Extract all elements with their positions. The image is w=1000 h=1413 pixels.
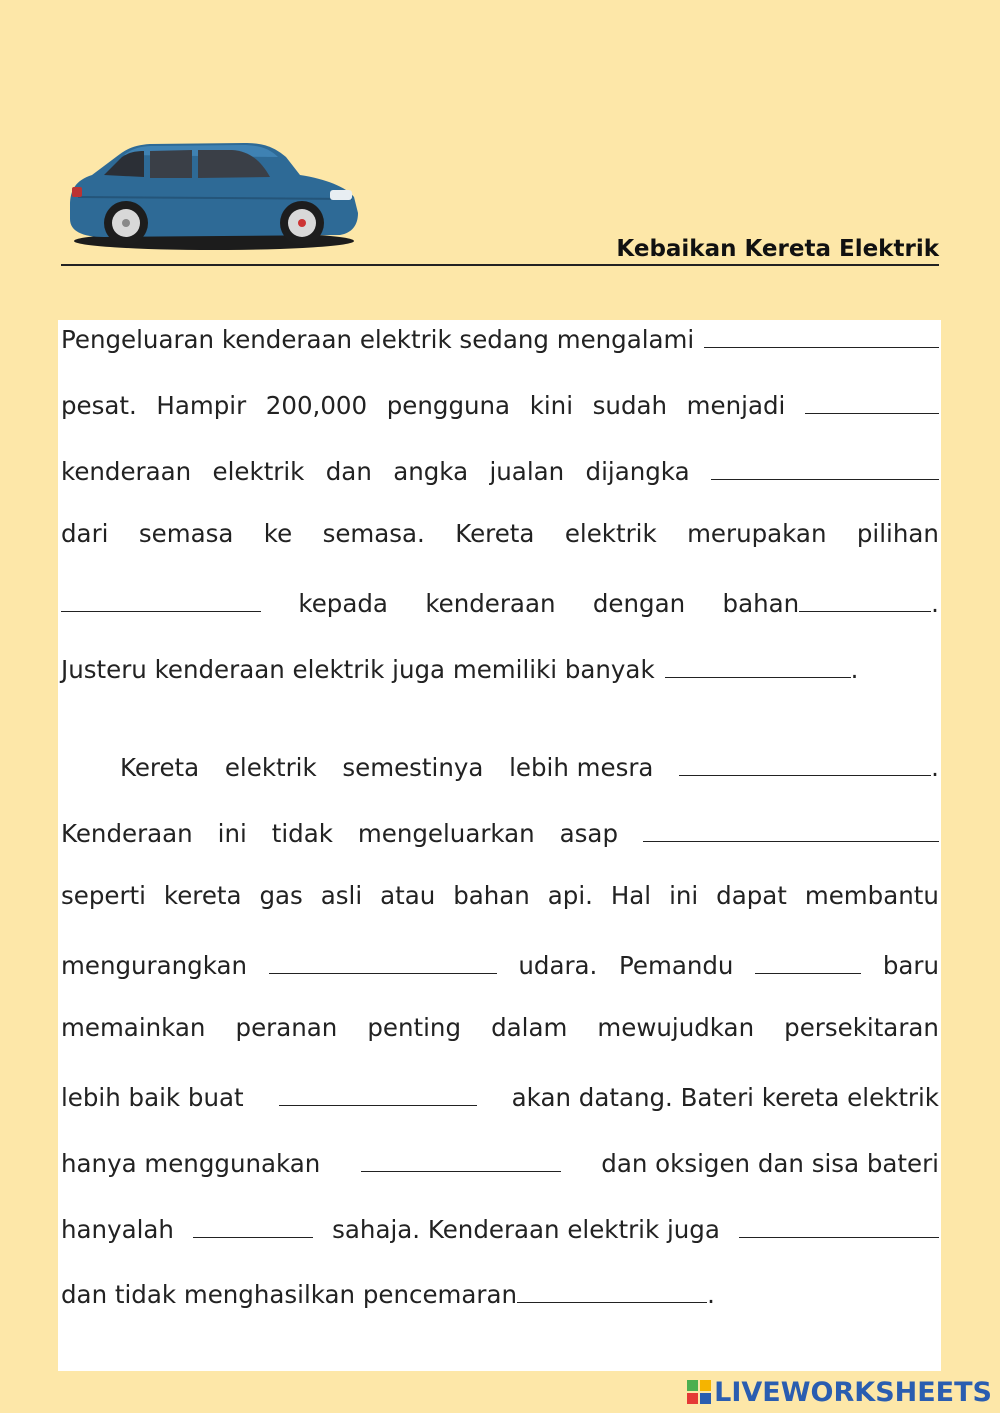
word: tidak	[271, 818, 333, 848]
word: ini	[669, 881, 699, 910]
car-illustration	[64, 135, 360, 255]
word: peranan	[235, 1013, 338, 1042]
line-text: dan tidak menghasilkan pencemaran	[61, 1279, 518, 1309]
answer-blank[interactable]	[665, 650, 851, 678]
car-taillight	[72, 187, 82, 197]
passage-line-3	[61, 452, 939, 488]
word: sahaja. Kenderaan elektrik juga	[332, 1214, 720, 1244]
word: dijangka	[585, 456, 690, 486]
word: semestinya	[342, 752, 484, 782]
word: kereta	[163, 881, 242, 910]
answer-blank[interactable]	[799, 584, 931, 612]
answer-blank[interactable]	[643, 814, 939, 842]
word: api.	[547, 881, 593, 910]
answer-blank[interactable]	[193, 1210, 313, 1238]
word: Kereta	[120, 752, 200, 782]
word: akan datang. Bateri kereta elektrik	[511, 1082, 939, 1112]
answer-blank[interactable]	[61, 584, 261, 612]
brand-watermark[interactable]	[686, 1374, 992, 1410]
passage-line-2	[61, 386, 939, 422]
answer-blank[interactable]	[805, 386, 939, 414]
car-headlight	[330, 190, 352, 200]
passage-line-7	[61, 748, 939, 784]
word: Kenderaan	[61, 818, 193, 848]
punctuation: .	[931, 588, 939, 618]
word: Kereta	[455, 519, 535, 548]
line-text: Pengeluaran kenderaan elektrik sedang mengalami	[61, 324, 695, 354]
word: dalam	[491, 1013, 568, 1042]
word: asli	[320, 881, 363, 910]
word: penting	[367, 1013, 462, 1042]
word: memainkan	[61, 1013, 206, 1042]
word: lebih mesra	[509, 752, 654, 782]
word: ke	[263, 519, 293, 548]
word: mengeluarkan	[357, 818, 535, 848]
passage-line-8	[61, 814, 939, 850]
word: lebih baik buat	[61, 1082, 244, 1112]
brand-name: LIVEWORKSHEETS	[714, 1376, 992, 1408]
word: Pemandu	[619, 950, 734, 980]
passage-line-15	[61, 1275, 939, 1311]
passage-line-12	[61, 1078, 939, 1114]
line-text: Justeru kenderaan elektrik juga memiliki banyak	[61, 654, 655, 684]
word: semasa.	[322, 519, 425, 548]
punctuation: .	[850, 654, 859, 684]
word: seperti	[61, 881, 146, 910]
passage-line-9	[61, 880, 939, 912]
word: 200,000	[265, 390, 368, 420]
answer-blank[interactable]	[269, 946, 497, 974]
liveworksheets-logo-icon	[686, 1379, 712, 1405]
word: pesat.	[61, 390, 137, 420]
word: asap	[559, 818, 618, 848]
word: gas	[259, 881, 303, 910]
word: ini	[217, 818, 247, 848]
answer-blank[interactable]	[739, 1210, 939, 1238]
word: kenderaan	[61, 456, 192, 486]
word: dapat	[716, 881, 787, 910]
word: elektrik	[564, 519, 657, 548]
word: membantu	[804, 881, 939, 910]
word: hanya menggunakan	[61, 1148, 321, 1178]
word: elektrik	[224, 752, 317, 782]
car-front-wheel	[280, 201, 324, 245]
word: jualan	[489, 456, 565, 486]
word: kepada	[298, 588, 388, 618]
punctuation: .	[931, 752, 939, 782]
word: menjadi	[686, 390, 786, 420]
answer-blank[interactable]	[279, 1078, 477, 1106]
word: dan	[325, 456, 372, 486]
car-rear-wheel	[104, 201, 148, 245]
word: mewujudkan	[597, 1013, 755, 1042]
word: dengan	[592, 588, 686, 618]
word: semasa	[138, 519, 234, 548]
word: Hampir	[156, 390, 247, 420]
word: atau	[380, 881, 436, 910]
word: udara.	[518, 950, 598, 980]
answer-blank[interactable]	[517, 1275, 707, 1303]
word: Hal	[610, 881, 652, 910]
word: pengguna	[386, 390, 511, 420]
passage-line-4	[61, 518, 939, 550]
word: bahan	[722, 588, 800, 618]
word: hanyalah	[61, 1214, 174, 1244]
passage-line-10	[61, 946, 939, 982]
word: kenderaan	[425, 588, 556, 618]
answer-blank[interactable]	[755, 946, 861, 974]
word: pilihan	[856, 519, 939, 548]
answer-blank[interactable]	[711, 452, 939, 480]
header-divider	[61, 264, 939, 266]
passage-line-5	[61, 584, 939, 620]
page-title: Kebaikan Kereta Elektrik	[616, 236, 939, 262]
word: bahan	[453, 881, 530, 910]
word: angka	[393, 456, 469, 486]
passage-line-11	[61, 1012, 939, 1044]
answer-blank[interactable]	[679, 748, 931, 776]
punctuation: .	[707, 1279, 715, 1309]
word: merupakan	[687, 519, 827, 548]
word: persekitaran	[784, 1013, 939, 1042]
word: sudah	[592, 390, 668, 420]
answer-blank[interactable]	[704, 320, 939, 348]
word: kini	[529, 390, 574, 420]
passage-line-6	[61, 650, 939, 686]
word: elektrik	[212, 456, 305, 486]
word: mengurangkan	[61, 950, 248, 980]
car-window-middle	[150, 150, 192, 178]
word-group	[723, 584, 939, 620]
word: dan oksigen dan sisa bateri	[601, 1148, 939, 1178]
word: baru	[882, 950, 939, 980]
passage-line-13	[61, 1144, 939, 1180]
passage-line-14	[61, 1210, 939, 1246]
word-group	[679, 748, 939, 784]
passage-line-1	[61, 320, 939, 356]
word: dari	[61, 519, 109, 548]
answer-blank[interactable]	[361, 1144, 561, 1172]
